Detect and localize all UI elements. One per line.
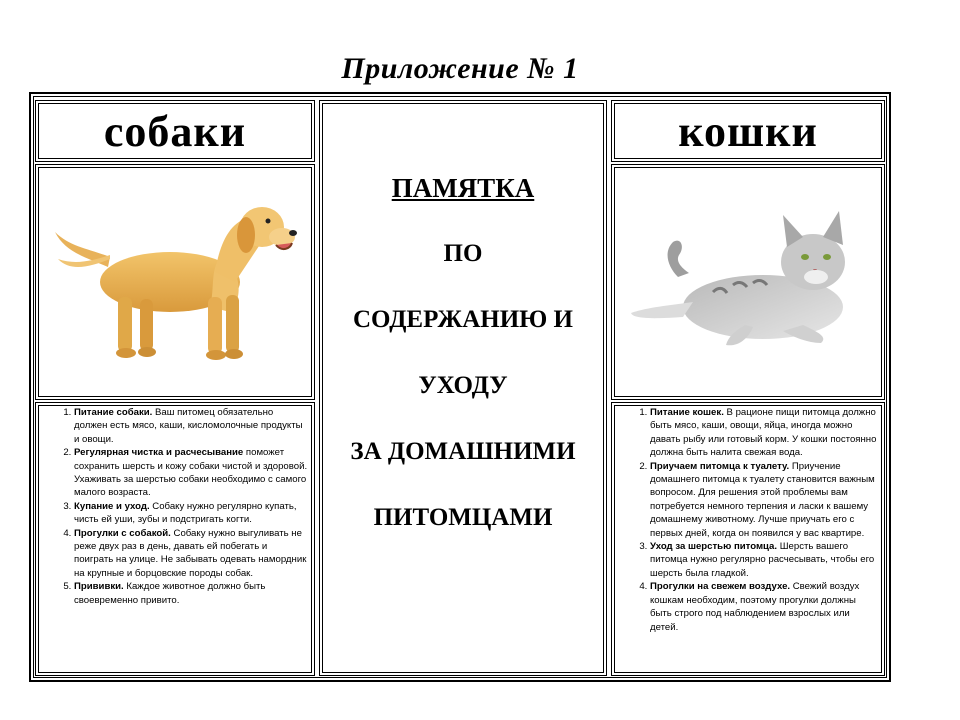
item-lead: Прогулки на свежем воздухе. (650, 581, 791, 593)
dogs-care-list (44, 406, 308, 607)
cats-care-list-box (611, 402, 885, 676)
memo-title-panel (319, 100, 607, 676)
page-title: Приложение № 1 (341, 52, 579, 85)
item-text: Свежий воздух кошкам необходим, поэтому прогулки должны быть строго под наблюдением взрослых или детей. (650, 581, 860, 633)
cats-header: кошки (611, 100, 885, 162)
list-item (650, 460, 878, 540)
memo-sheet (29, 92, 891, 682)
dogs-care-list-box (35, 402, 315, 676)
item-lead: Купание и уход. (74, 500, 150, 512)
list-item (74, 500, 308, 527)
cat-illustration-icon (623, 207, 873, 357)
list-item (74, 580, 308, 607)
dogs-header: собаки (35, 100, 315, 162)
list-item (650, 406, 878, 460)
item-lead: Прививки. (74, 581, 124, 593)
memo-title-line: ПО (443, 240, 483, 267)
item-text: Приучение домашнего питомца к туалету становится важным вопросом. Для решения этой проблемы вам потребуется немного терпения и ласки к вашему домашнему животному. Лучше приучать его с первых дней, когда он появился у вас квартире. (650, 460, 875, 539)
item-lead: Прогулки с собакой. (74, 527, 171, 539)
memo-title-line: ЗА ДОМАШНИМИ (350, 438, 576, 465)
list-item (74, 446, 308, 500)
item-text: Собаку нужно регулярно купать, чисть ей уши, зубы и подстригать когти. (74, 500, 297, 526)
list-item (650, 540, 878, 580)
list-item (74, 527, 308, 581)
item-lead: Питание собаки. (74, 407, 153, 418)
memo-title-line: УХОДУ (418, 372, 508, 399)
item-text: поможет сохранить шерсть и кожу собаки чистой и здоровой. Ухаживать за шерстью собаки необходимо с самого малого возраста. (74, 447, 308, 499)
item-text: Ваш питомец обязательно должен есть мясо, каши, кисломолочные продукты и овощи. (74, 407, 303, 445)
item-lead: Уход за шерстью питомца. (650, 541, 778, 553)
memo-title-line: ПАМЯТКА (391, 173, 535, 203)
item-lead: Приучаем питомца к туалету. (650, 460, 790, 472)
item-lead: Питание кошек. (650, 407, 724, 418)
item-text: Шерсть вашего питомца нужно регулярно расчесывать, чтобы его шерсть была гладкой. (650, 541, 875, 579)
memo-title-line: ПИТОМЦАМИ (373, 504, 553, 531)
cats-care-list (620, 406, 878, 634)
list-item (74, 406, 308, 446)
item-text: Собаку нужно выгуливать не реже двух раз в день, давать ей побегать и поиграть на улице. Не забывать одевать намордник на крупные и борцовские породы собак. (74, 527, 307, 579)
cat-picture-box (611, 164, 885, 400)
list-item (650, 580, 878, 634)
dog-picture-box (35, 164, 315, 400)
dog-illustration-icon (50, 197, 300, 367)
memo-title-line: СОДЕРЖАНИЮ И (352, 306, 574, 333)
item-lead: Регулярная чистка и расчесывание (74, 447, 244, 459)
item-text: В рационе пищи питомца должно быть мясо, каши, овощи, яйца, иногда можно давать рыбу или готовый корм. У кошки постоянно должна быть налита свежая вода. (650, 407, 877, 459)
item-text: Каждое животное должно быть своевременно привито. (74, 581, 266, 606)
